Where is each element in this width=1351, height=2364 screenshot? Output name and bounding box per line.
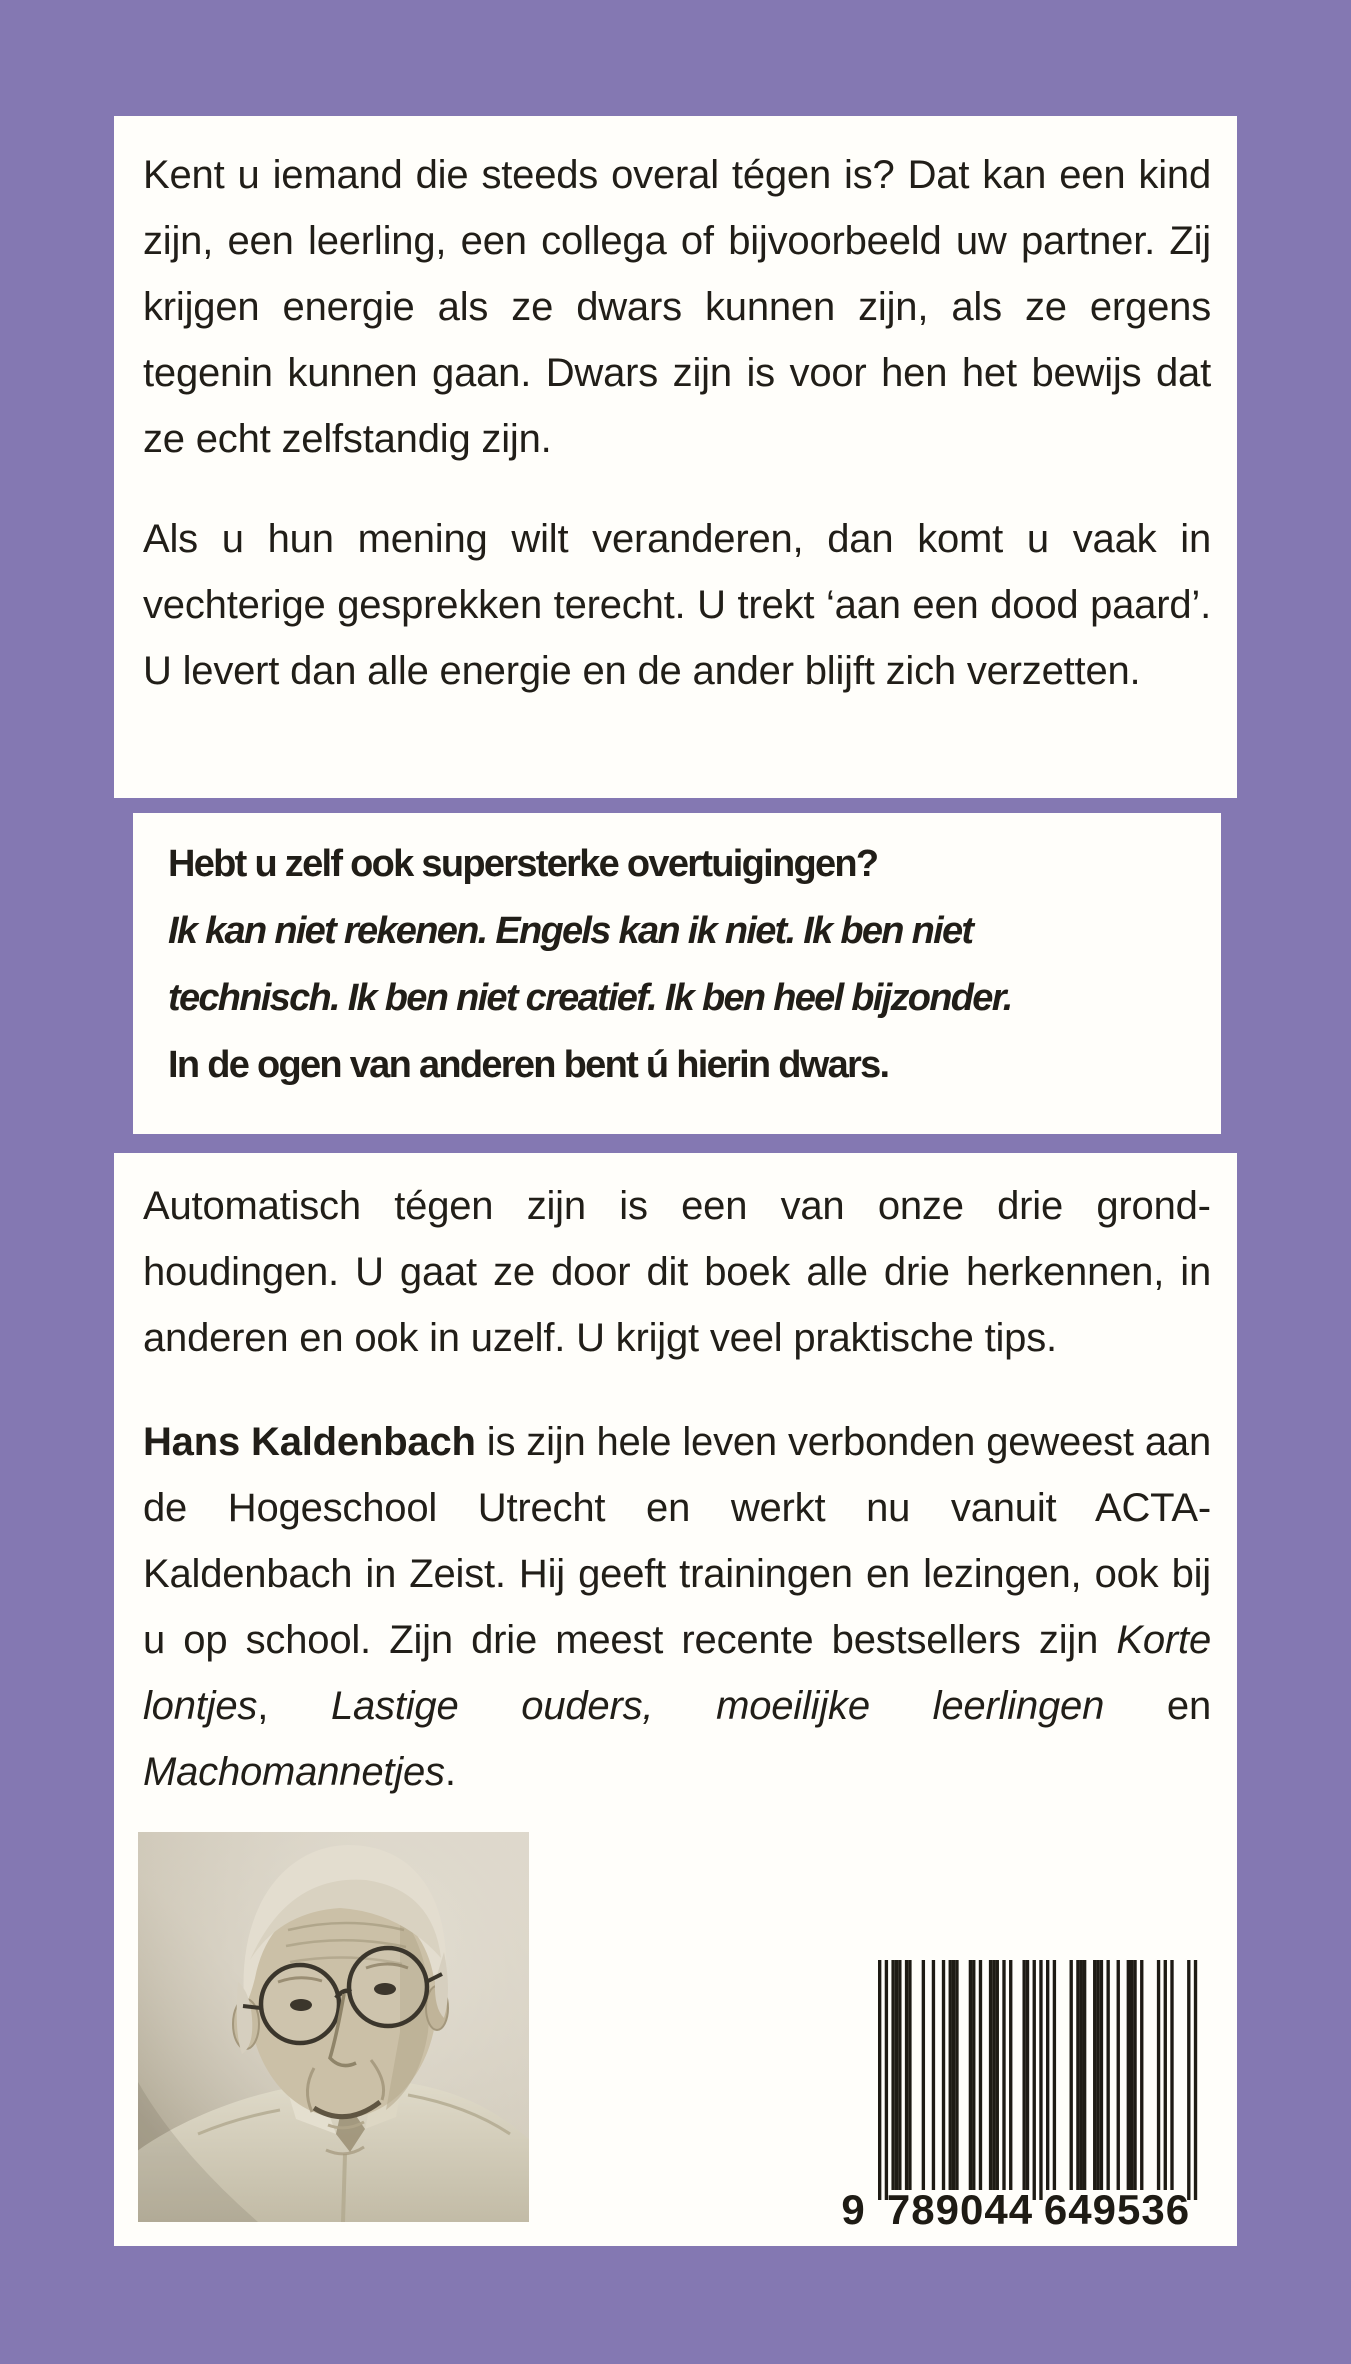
barcode-bars <box>878 1960 1197 2200</box>
intro-paragraph-1: Kent u iemand die steeds overal tégen is? Dat kan een kind zijn, een leerling, een collega of bijvoorbeeld uw partner. Zij krijgen energie als ze dwars kunnen zijn, als ze ergens tegenin kunnen gaan. Dwars zijn is voor hen het bewijs dat ze echt zelfstandig zijn. <box>143 153 1211 461</box>
book-title-1: Korte lontjes <box>143 1618 1211 1728</box>
isbn-barcode <box>830 1958 1210 2245</box>
bio-separator-1: , <box>257 1684 331 1728</box>
statement-conclusion: In de ogen van anderen bent ú hierin dwars. <box>168 1044 889 1086</box>
book-title-2: Lastige ouders, moeilijke leerlingen <box>330 1684 1105 1728</box>
statement-panel <box>133 813 1221 1134</box>
intro-paragraph-2: Als u hun mening wilt veranderen, dan komt u vaak in vechterige gesprekken terecht. U trekt ‘aan een dood paard’. U levert dan alle energie en de ander blijft zich verzetten. <box>143 517 1211 693</box>
bio-text: is zijn hele leven verbonden geweest aan de Hogeschool Utrecht en werkt nu vanuit ACTA-Kaldenbach in Zeist. Hij geeft trainingen en lezingen, ook bij u op school. Zijn drie meest recente bestsellers zijn <box>143 1420 1211 1662</box>
bio-period: . <box>444 1750 456 1794</box>
isbn-prefix-digit: 9 <box>841 2186 865 2233</box>
author-photo-illustration <box>138 1832 529 2222</box>
isbn-barcode-svg <box>830 1958 1210 2245</box>
statement-belief-line-2: technisch. Ik ben niet creatief. Ik ben heel bijzonder. <box>168 977 1012 1019</box>
author-photo <box>138 1832 529 2222</box>
book-title-3: Machomannetjes <box>143 1750 445 1794</box>
outro-paragraph: Automatisch tégen zijn is een van onze drie grondhoudingen. U gaat ze door dit boek alle drie herkennen, in anderen en ook in uzelf. U krijgt veel praktische tips. <box>143 1184 1211 1360</box>
statement-belief-line-1: Ik kan niet rekenen. Engels kan ik niet. Ik ben niet <box>168 910 973 952</box>
author-bio <box>143 1409 1211 1805</box>
statement-question: Hebt u zelf ook supersterke overtuigingen? <box>168 843 878 885</box>
author-name: Hans Kaldenbach <box>143 1420 476 1464</box>
isbn-digits-left: 789044 <box>886 2186 1034 2233</box>
intro-panel <box>114 116 1237 798</box>
bio-separator-2: en <box>1104 1684 1212 1728</box>
isbn-digits-right: 649536 <box>1043 2186 1191 2233</box>
outro-panel <box>114 1153 1237 2246</box>
